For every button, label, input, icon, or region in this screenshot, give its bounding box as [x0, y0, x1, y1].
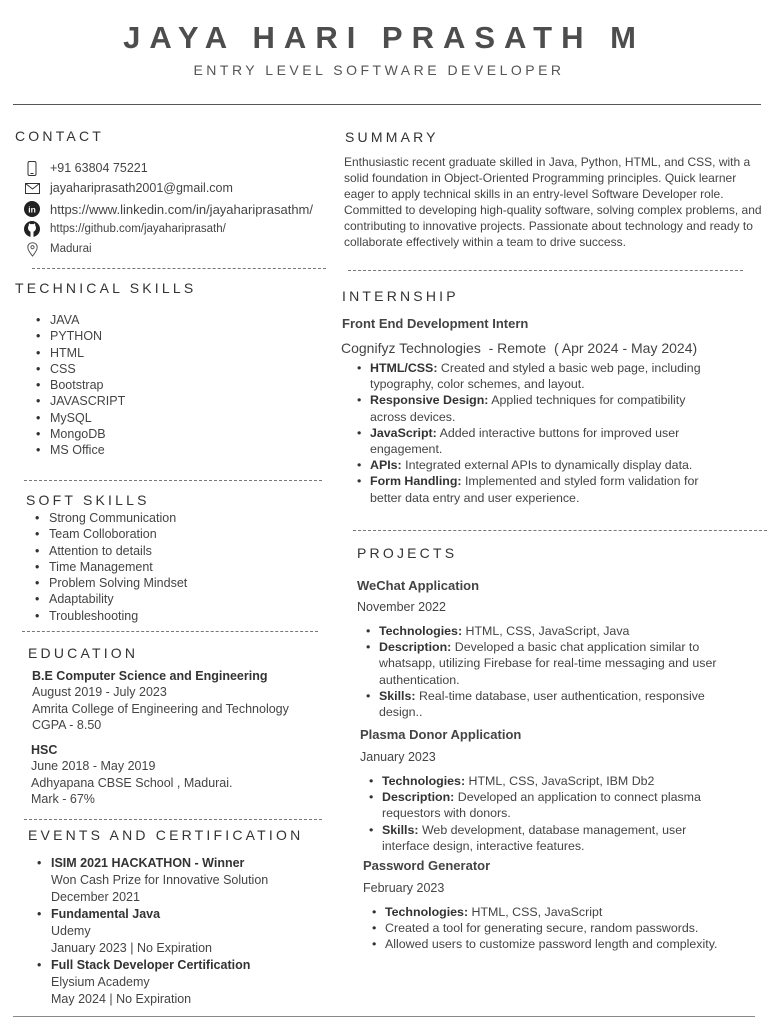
list-item: • Bootstrap: [34, 377, 125, 393]
project-date: February 2023: [363, 881, 445, 895]
bullet-text: Created and styled a basic web page, including typography, color schemes, and layout.: [370, 361, 701, 392]
list-item: [371, 904, 751, 920]
project-title: WeChat Application: [357, 578, 480, 593]
bullet-label: Responsive Design:: [370, 393, 489, 408]
list-item: • MS Office: [34, 442, 125, 458]
bullet-label: Technologies:: [379, 624, 463, 638]
list-item: • HTML: [34, 345, 125, 361]
list-item: • MongoDB: [34, 426, 125, 442]
event-item: [35, 957, 268, 1008]
list-item: • CSS: [34, 361, 125, 377]
divider: [24, 480, 322, 481]
contact-phone: [24, 160, 148, 176]
bullet-text: Added interactive buttons for improved user engagement.: [370, 425, 680, 457]
bullet-text: Applied techniques for compatibility across devices.: [370, 393, 686, 424]
envelope-icon: [24, 180, 40, 196]
bullet-text: Allowed users to customize password length and complexity.: [385, 937, 718, 952]
soft-skills-heading: SOFT SKILLS: [26, 492, 150, 508]
project-bullets: [371, 904, 751, 953]
location-text: Madurai: [50, 243, 92, 255]
project-date: January 2023: [360, 750, 436, 764]
bullet-text: HTML, CSS, JavaScript: [468, 905, 603, 919]
contact-linkedin: [24, 201, 313, 217]
project-bullets: [365, 623, 737, 720]
summary-text: Enthusiastic recent graduate skilled in Java, Python, HTML, and CSS, with a solid foundation in Object-Oriented Programming principles. Quick learner eager to apply technical skills in an entry-level Software Developer role. Committed to developing high-quality software, solving complex problems, and contributing to innovative projects. Passionate about technology and ready to collaborate effectively within a team to drive success.: [344, 155, 762, 249]
event-date: December 2021: [51, 890, 140, 904]
technical-skills-list: [34, 312, 125, 459]
education-degree: B.E Computer Science and Engineering: [32, 669, 268, 683]
list-item: • Adaptability: [33, 591, 187, 607]
list-item: • Attention to details: [33, 543, 187, 559]
bullet-label: Skills:: [379, 688, 416, 703]
soft-skills-list: [33, 510, 187, 624]
list-item: [356, 457, 716, 473]
education-score: Mark - 67%: [31, 791, 95, 806]
list-item: [356, 425, 716, 457]
education-heading: EDUCATION: [28, 645, 139, 661]
linkedin-icon: [24, 201, 40, 217]
list-item: • Strong Communication: [33, 510, 187, 526]
list-item: • Problem Solving Mindset: [33, 575, 187, 591]
bullet-label: Description:: [382, 790, 455, 805]
bullet-text: HTML, CSS, JavaScript, Java: [462, 624, 630, 638]
list-item: • JAVASCRIPT: [34, 393, 125, 409]
github-link[interactable]: https://github.com/jayahariprasath/: [50, 223, 226, 235]
education-score: CGPA - 8.50: [32, 717, 102, 732]
list-item: • Troubleshooting: [33, 608, 187, 624]
contact-email: [24, 180, 233, 196]
list-item: • MySQL: [34, 410, 125, 426]
events-heading: EVENTS AND CERTIFICATION: [28, 827, 304, 843]
internship-title: Front End Development Intern: [342, 316, 529, 331]
event-title: Fundamental Java: [51, 907, 161, 921]
list-item: • Time Management: [33, 559, 187, 575]
project-title: Plasma Donor Application: [360, 727, 522, 742]
events-list: [35, 855, 268, 1008]
education-degree: HSC: [31, 743, 58, 757]
list-item: [365, 688, 737, 720]
header-divider: [13, 104, 761, 105]
education-school: Adhyapana CBSE School , Madurai.: [31, 775, 233, 790]
divider: [32, 268, 326, 269]
linkedin-link[interactable]: https://www.linkedin.com/in/jayahariprasathm/: [50, 201, 314, 217]
list-item: [356, 392, 716, 424]
list-item: [371, 936, 751, 952]
footer-divider: [13, 1016, 755, 1017]
event-title: ISIM 2021 HACKATHON - Winner: [51, 856, 245, 870]
education-school: Amrita College of Engineering and Technology: [32, 701, 289, 716]
bullet-text: Created a tool for generating secure, random passwords.: [385, 921, 699, 936]
event-detail: Won Cash Prize for Innovative Solution: [51, 873, 269, 887]
list-item: [368, 789, 720, 821]
education-dates: June 2018 - May 2019: [31, 759, 156, 774]
bullet-text: Developed an application to connect plasma requestors with donors.: [382, 790, 701, 821]
location-pin-icon: [24, 241, 40, 257]
projects-heading: PROJECTS: [357, 545, 458, 561]
project-bullets: [368, 773, 720, 854]
list-item: [371, 920, 751, 936]
bullet-label: Form Handling:: [370, 474, 462, 489]
event-date: May 2024 | No Expiration: [51, 992, 192, 1006]
summary-heading: SUMMARY: [345, 129, 439, 145]
event-item: [35, 906, 268, 957]
bullet-text: HTML, CSS, JavaScript, IBM Db2: [465, 774, 655, 788]
list-item: [368, 773, 720, 789]
divider: [353, 530, 767, 531]
education-entry-hsc: [31, 742, 233, 807]
event-detail: Udemy: [51, 924, 91, 938]
phone-text: +91 63804 75221: [50, 161, 148, 175]
project-date: November 2022: [357, 600, 446, 614]
bullet-label: APIs:: [370, 458, 402, 473]
bullet-label: Technologies:: [385, 905, 469, 919]
divider: [348, 270, 743, 271]
event-item: [35, 855, 268, 906]
internship-company: Cognifyz Technologies - Remote ( Apr 2024 - May 2024): [341, 340, 698, 356]
event-detail: Elysium Academy: [51, 975, 150, 989]
internship-bullets: [356, 360, 716, 506]
education-entry-be: [32, 668, 289, 733]
phone-icon: [24, 160, 40, 176]
contact-github: [24, 221, 226, 237]
candidate-name: JAYA HARI PRASATH M: [123, 20, 645, 55]
list-item: • PYTHON: [34, 328, 125, 344]
list-item: [368, 822, 720, 854]
svg-text:in: in: [28, 204, 36, 215]
bullet-text: Integrated external APIs to dynamically display data.: [401, 458, 693, 473]
bullet-text: Web development, database management, user interface design, interactive features.: [382, 822, 687, 853]
candidate-role: ENTRY LEVEL SOFTWARE DEVELOPER: [193, 62, 565, 78]
bullet-text: Real-time database, user authentication, responsive design..: [379, 688, 705, 720]
divider: [24, 819, 322, 820]
email-text[interactable]: jayahariprasath2001@gmail.com: [50, 181, 233, 195]
list-item: [365, 639, 737, 688]
event-date: January 2023 | No Expiration: [51, 941, 212, 955]
bullet-label: HTML/CSS:: [370, 361, 438, 375]
bullet-label: Skills:: [382, 822, 419, 837]
divider: [22, 631, 318, 632]
technical-skills-heading: TECHNICAL SKILLS: [15, 280, 197, 296]
bullet-text: Implemented and styled form validation for better data entry and user experience.: [370, 474, 699, 505]
education-dates: August 2019 - July 2023: [32, 685, 167, 700]
bullet-text: Developed a basic chat application similar to whatsapp, utilizing Firebase for real-time messaging and user authentication.: [379, 640, 717, 687]
list-item: • Team Colloboration: [33, 526, 187, 542]
internship-heading: INTERNSHIP: [342, 288, 459, 304]
contact-heading: CONTACT: [15, 128, 105, 144]
list-item: [356, 360, 716, 392]
event-title: Full Stack Developer Certification: [51, 958, 251, 972]
github-icon: [24, 221, 40, 237]
list-item: [356, 473, 716, 505]
list-item: [365, 623, 737, 639]
list-item: • JAVA: [34, 312, 125, 328]
bullet-label: Description:: [379, 640, 452, 655]
bullet-label: JavaScript:: [370, 425, 437, 440]
bullet-label: Technologies:: [382, 774, 466, 788]
project-title: Password Generator: [363, 858, 491, 873]
contact-location: [24, 241, 92, 257]
